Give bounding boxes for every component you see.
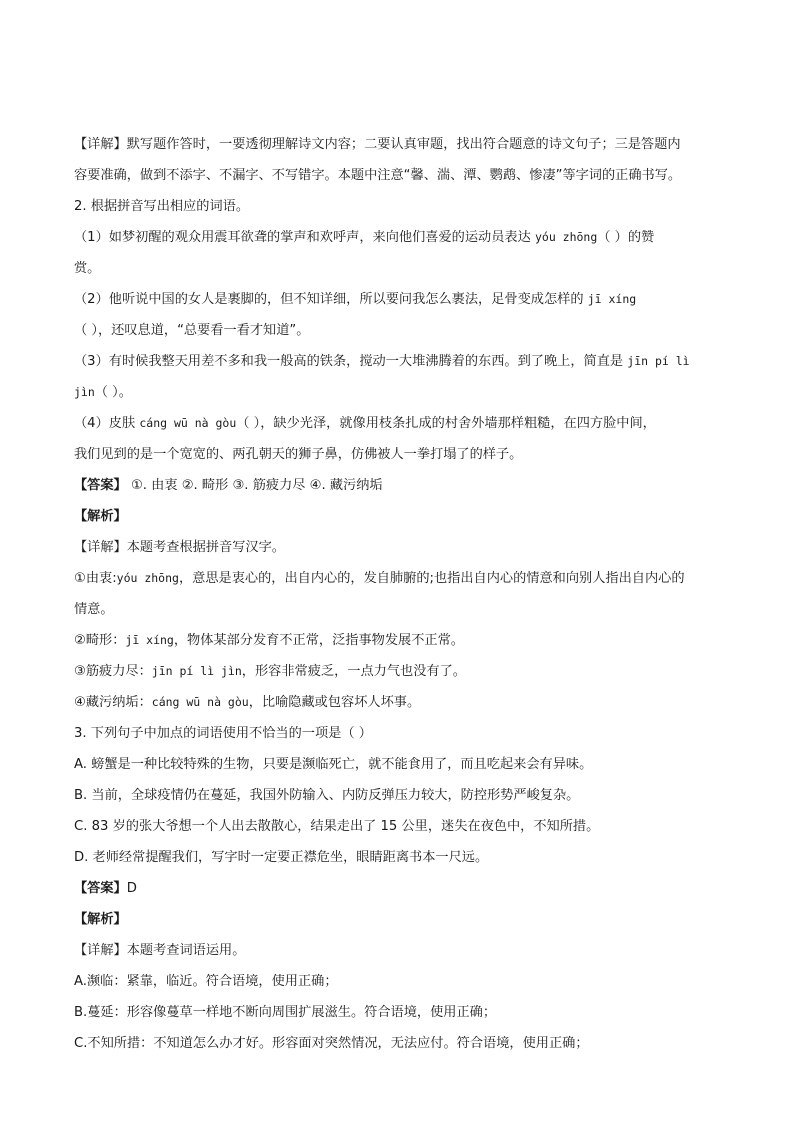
text-line bbox=[74, 470, 724, 501]
text-segment: 3. 下列句子中加点的词语使用不恰当的一项是（ ） bbox=[74, 726, 372, 741]
text-line bbox=[74, 346, 724, 377]
pinyin-text: jī xíng bbox=[587, 292, 637, 306]
text-segment: 【详解】本题考查词语运用。 bbox=[74, 943, 246, 958]
text-segment: A.濒临：紧靠，临近。符合语境，使用正确； bbox=[74, 974, 338, 989]
text-line bbox=[74, 253, 724, 284]
text-line bbox=[74, 904, 724, 935]
text-line bbox=[74, 594, 724, 625]
text-segment: B. 当前，全球疫情仍在蔓延，我国外防输入、内防反弹压力较大，防控形势严峻复杂。 bbox=[74, 788, 580, 803]
text-segment: 默写题作答时，一要透彻理解诗文内容；二要认真审题，找出符合题意的诗文句子；三是答题内 bbox=[126, 137, 681, 152]
text-line bbox=[74, 129, 724, 160]
text-segment: （4）皮肤 bbox=[74, 416, 140, 431]
text-line bbox=[74, 718, 724, 749]
text-line bbox=[74, 563, 724, 594]
text-segment: ，物体某部分发育不正常，泛指事物发展不正常。 bbox=[173, 633, 464, 648]
text-line bbox=[74, 439, 724, 470]
text-segment: D bbox=[126, 881, 137, 896]
text-line bbox=[74, 625, 724, 656]
text-segment: （3）有时候我整天用差不多和我一般高的铁条，搅动一大堆沸腾着的东西。到了晚上，简直是 bbox=[74, 354, 628, 369]
text-segment: （ ），缺少光泽，就像用枝条扎成的村舍外墙那样粗糙，在四方脸中间， bbox=[236, 416, 656, 431]
text-segment: 【详解】 bbox=[74, 137, 127, 152]
text-line bbox=[74, 222, 724, 253]
text-segment: 【解析】 bbox=[74, 912, 127, 927]
text-line bbox=[74, 191, 724, 222]
pinyin-text: yóu zhōng bbox=[534, 230, 598, 244]
text-line bbox=[74, 749, 724, 780]
pinyin-text: jīn pí lì bbox=[627, 354, 690, 368]
text-segment: D. 老师经常提醒我们，写字时一定要正襟危坐，眼睛距离书本一尺远。 bbox=[74, 850, 489, 865]
text-line bbox=[74, 377, 724, 408]
text-segment: C.不知所措：不知道怎么办才好。形容面对突然情况，无法应付。符合语境，使用正确； bbox=[74, 1036, 589, 1051]
text-segment: ，比喻隐藏或包容坏人坏事。 bbox=[248, 695, 421, 710]
text-segment: 情意。 bbox=[74, 602, 114, 617]
text-line bbox=[74, 966, 724, 997]
pinyin-text: jī xíng bbox=[125, 633, 174, 647]
text-line bbox=[74, 315, 724, 346]
text-segment: ④藏污纳垢： bbox=[74, 695, 152, 710]
text-line bbox=[74, 532, 724, 563]
pinyin-text: yóu zhōng bbox=[116, 571, 179, 585]
text-segment: 容要准确，做到不添字、不漏字、不写错字。本题中注意“馨、湍、潭、鹦鹉、惨凄”等字词的正确书写。 bbox=[74, 168, 682, 183]
text-line bbox=[74, 501, 724, 532]
pinyin-text: cáng wū nà gòu bbox=[139, 416, 237, 430]
text-line bbox=[74, 408, 724, 439]
text-segment: （ ），还叹息道，“总要看一看才知道”。 bbox=[74, 323, 310, 338]
text-segment: B.蔓延：形容像蔓草一样地不断向周围扩展滋生。符合语境，使用正确； bbox=[74, 1005, 497, 1020]
text-line bbox=[74, 811, 724, 842]
text-segment: 赏。 bbox=[74, 261, 101, 276]
text-segment: （ ）。 bbox=[94, 385, 132, 400]
text-line bbox=[74, 842, 724, 873]
text-segment: A. 螃蟹是一种比较特殊的生物，只要是濒临死亡，就不能食用了，而且吃起来会有异味。 bbox=[74, 757, 593, 772]
text-line bbox=[74, 873, 724, 904]
pinyin-text: jīn pí lì jìn bbox=[151, 664, 242, 678]
document-body bbox=[74, 129, 724, 1059]
text-line bbox=[74, 687, 724, 718]
text-line bbox=[74, 935, 724, 966]
text-segment: C. 83 岁的张大爷想一个人出去散散心，结果走出了 15 公里，迷失在夜色中，不知所措。 bbox=[74, 819, 600, 834]
text-line bbox=[74, 780, 724, 811]
text-segment: （ ）的赞 bbox=[597, 230, 655, 245]
text-segment: （1）如梦初醒的观众用震耳欲聋的掌声和欢呼声，来向他们喜爱的运动员表达 bbox=[74, 230, 535, 245]
text-segment: ①. 由衷 ②. 畸形 ③. 筋疲力尽 ④. 藏污纳垢 bbox=[126, 478, 383, 493]
text-segment: ②畸形： bbox=[74, 633, 126, 648]
text-segment: ①由衷: bbox=[74, 571, 117, 586]
text-line bbox=[74, 997, 724, 1028]
text-segment: ，形容非常疲乏，一点力气也没有了。 bbox=[241, 664, 466, 679]
text-segment: 【详解】本题考查根据拼音写汉字。 bbox=[74, 540, 285, 555]
text-segment: ，意思是衷心的，出自内心的，发自肺腑的;也指出自内心的情意和向别人指出自内心的 bbox=[178, 571, 685, 586]
text-segment: 2. 根据拼音写出相应的词语。 bbox=[74, 199, 250, 214]
text-line bbox=[74, 656, 724, 687]
text-segment: 【解析】 bbox=[74, 509, 127, 524]
text-segment: （2）他听说中国的女人是裹脚的，但不知详细，所以要问我怎么裹法，足骨变成怎样的 bbox=[74, 292, 588, 307]
text-segment: 我们见到的是一个宽宽的、两孔朝天的狮子鼻，仿佛被人一拳打塌了的样子。 bbox=[74, 447, 523, 462]
text-line bbox=[74, 284, 724, 315]
pinyin-text: jìn bbox=[74, 385, 95, 399]
text-segment: 【答案】 bbox=[74, 881, 127, 896]
pinyin-text: cáng wū nà gòu bbox=[151, 695, 249, 709]
text-segment: 【答案】 bbox=[74, 478, 127, 493]
text-line bbox=[74, 160, 724, 191]
text-segment: ③筋疲力尽： bbox=[74, 664, 152, 679]
text-line bbox=[74, 1028, 724, 1059]
